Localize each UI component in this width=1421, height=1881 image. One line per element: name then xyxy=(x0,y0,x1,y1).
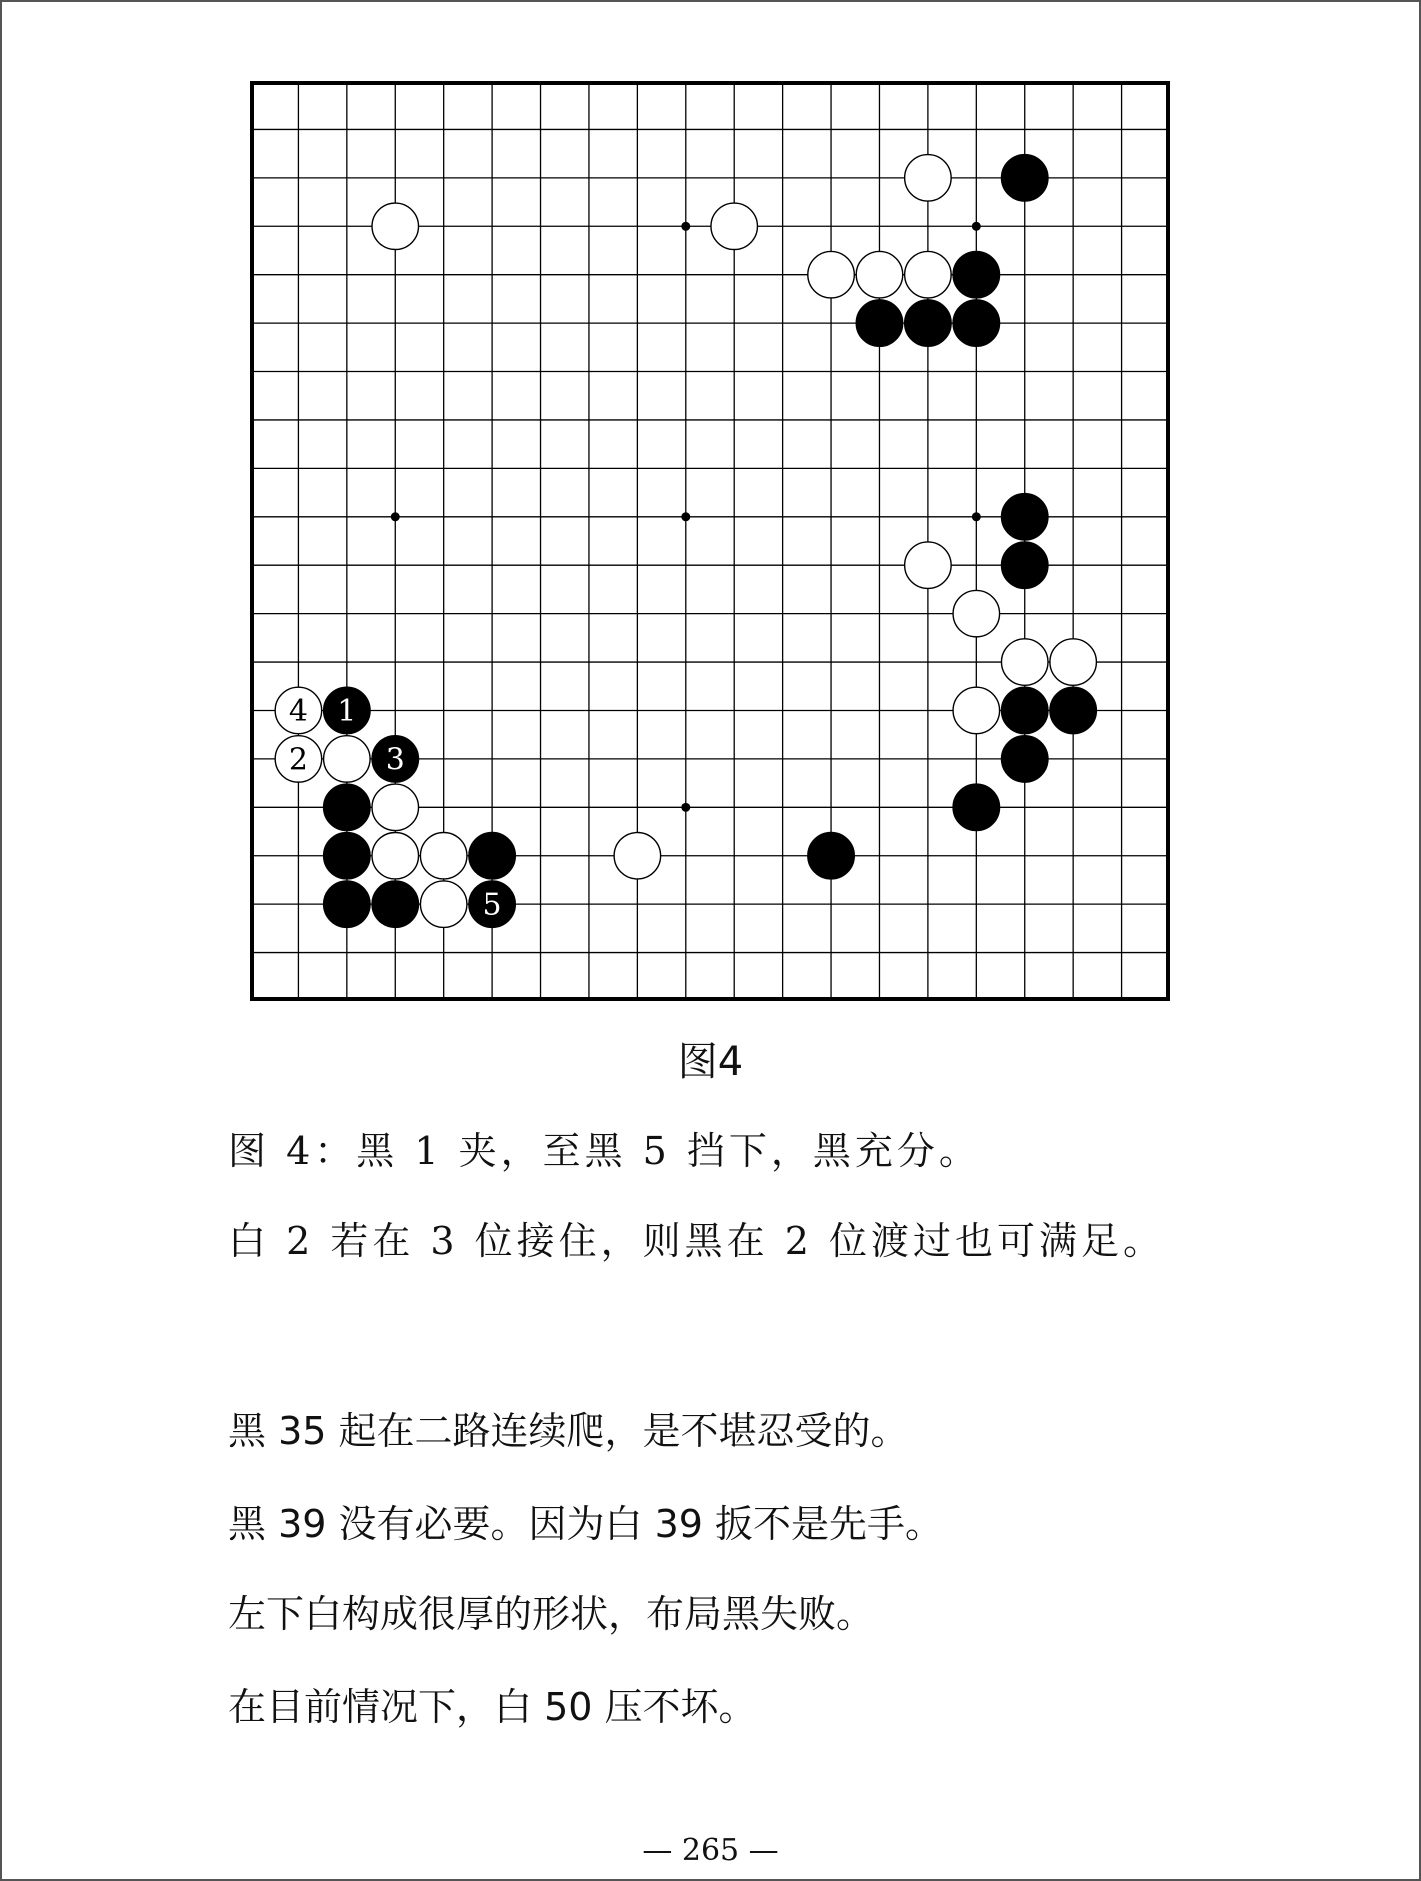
move-number-label: 3 xyxy=(385,742,405,778)
black-stone xyxy=(953,784,999,830)
black-stone xyxy=(1001,736,1047,782)
white-stone xyxy=(856,251,902,297)
commentary-line-1: 图 4：黑 1 夹，至黑 5 挡下，黑充分。 xyxy=(228,1129,981,1173)
white-stone xyxy=(372,832,418,878)
white-stone xyxy=(420,881,466,927)
commentary-line-3: 黑 35 起在二路连续爬，是不堪忍受的。 xyxy=(228,1409,909,1453)
move-number-label: 1 xyxy=(337,693,357,729)
black-stone xyxy=(953,300,999,346)
black-stone xyxy=(953,251,999,297)
black-stone xyxy=(372,881,418,927)
white-stone xyxy=(905,251,951,297)
go-board-diagram xyxy=(250,81,1170,1001)
white-stone xyxy=(711,203,757,249)
black-stone xyxy=(1050,687,1096,733)
move-number-label: 4 xyxy=(288,693,308,729)
white-stone xyxy=(905,542,951,588)
black-stone xyxy=(469,832,515,878)
white-stone xyxy=(372,784,418,830)
white-stone xyxy=(808,251,854,297)
star-point xyxy=(972,512,981,521)
white-stone xyxy=(324,736,370,782)
white-stone xyxy=(420,832,466,878)
commentary-line-4: 黑 39 没有必要。因为白 39 扳不是先手。 xyxy=(228,1502,944,1546)
move-number-label: 5 xyxy=(482,887,502,923)
black-stone xyxy=(324,832,370,878)
black-stone xyxy=(808,832,854,878)
white-stone xyxy=(953,590,999,636)
move-number-label: 2 xyxy=(288,742,308,778)
star-point xyxy=(681,512,690,521)
black-stone xyxy=(1001,687,1047,733)
page-number: — 265 — xyxy=(642,1833,779,1868)
black-stone xyxy=(324,881,370,927)
black-stone xyxy=(1001,494,1047,540)
black-stone xyxy=(905,300,951,346)
star-point xyxy=(681,803,690,812)
commentary-line-5: 左下白构成很厚的形状，布局黑失败。 xyxy=(228,1592,875,1636)
star-point xyxy=(391,512,400,521)
figure-caption: 图4 xyxy=(677,1039,744,1085)
white-stone xyxy=(1050,639,1096,685)
black-stone xyxy=(1001,155,1047,201)
star-point xyxy=(972,222,981,231)
commentary-line-6: 在目前情况下，白 50 压不坏。 xyxy=(228,1685,757,1729)
white-stone xyxy=(372,203,418,249)
white-stone xyxy=(953,687,999,733)
black-stone xyxy=(324,784,370,830)
white-stone xyxy=(905,155,951,201)
white-stone xyxy=(614,832,660,878)
star-point xyxy=(681,222,690,231)
black-stone xyxy=(856,300,902,346)
black-stone xyxy=(1001,542,1047,588)
white-stone xyxy=(1001,639,1047,685)
commentary-line-2: 白 2 若在 3 位接住，则黑在 2 位渡过也可满足。 xyxy=(228,1219,1166,1263)
